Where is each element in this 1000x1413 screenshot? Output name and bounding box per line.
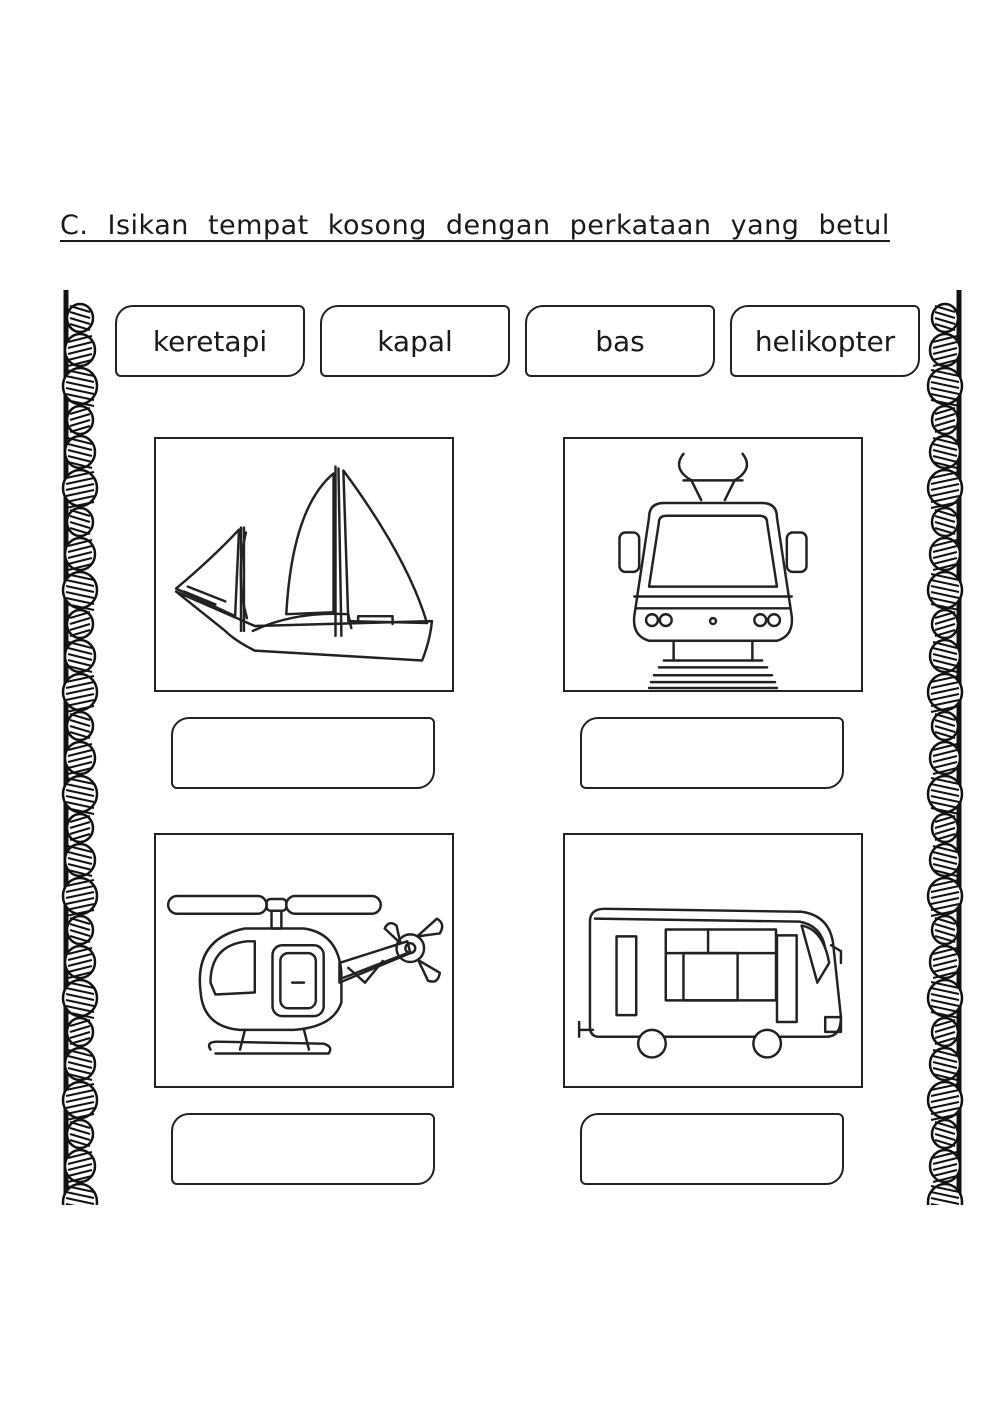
train-icon [565, 439, 861, 690]
answer-box-1[interactable] [171, 717, 435, 789]
picture-frame-1 [154, 437, 454, 692]
picture-frame-4 [563, 833, 863, 1088]
picture-frame-3 [154, 833, 454, 1088]
answer-box-4[interactable] [580, 1113, 844, 1185]
right-decorative-border [917, 290, 967, 1205]
word-bank-item[interactable]: helikopter [730, 305, 920, 377]
answer-box-3[interactable] [171, 1113, 435, 1185]
sailboat-icon [156, 439, 452, 690]
left-decorative-border [58, 290, 108, 1205]
picture-frame-2 [563, 437, 863, 692]
bus-icon [565, 835, 861, 1086]
helicopter-icon [156, 835, 452, 1086]
instruction-heading: C. Isikan tempat kosong dengan perkataan yang betul [60, 210, 890, 241]
answer-box-2[interactable] [580, 717, 844, 789]
word-bank-item[interactable]: bas [525, 305, 715, 377]
word-bank-item[interactable]: keretapi [115, 305, 305, 377]
word-bank-item[interactable]: kapal [320, 305, 510, 377]
